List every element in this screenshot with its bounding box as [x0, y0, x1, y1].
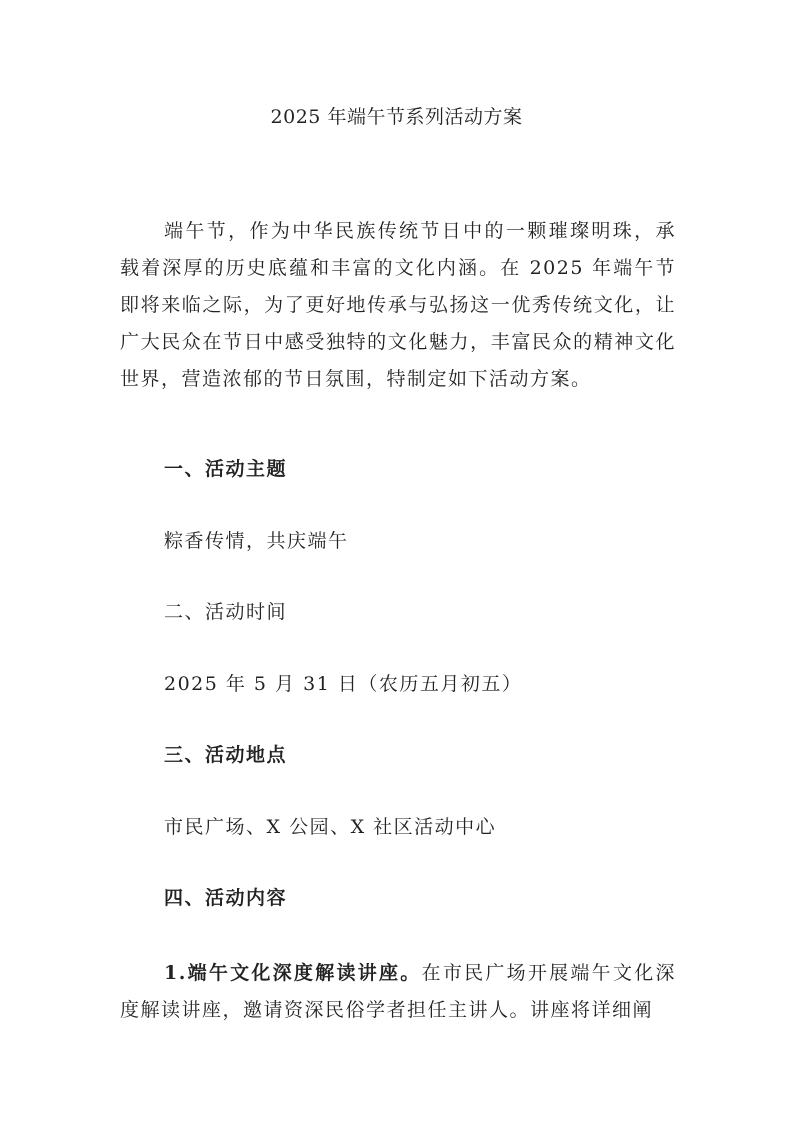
- section-content-location: 市民广场、X 公园、X 社区活动中心: [164, 816, 497, 838]
- document-title: 2025 年端午节系列活动方案: [270, 106, 523, 128]
- section-heading-time: 二、活动时间: [164, 601, 288, 623]
- section-heading-theme: 一、活动主题: [164, 458, 288, 480]
- section-heading-location: 三、活动地点: [164, 744, 288, 766]
- intro-paragraph: 端午节，作为中华民族传统节日中的一颗璀璨明珠，承载着深厚的历史底蕴和丰富的文化内涵。在 2025 年端午节即将来临之际，为了更好地传承与弘扬这一优秀传统文化，让广大民众在节日中感受独特的文化魅力，丰富民众的精神文化世界，营造浓郁的节日氛围，特制定如下活动方案。: [120, 220, 676, 390]
- activity-item-1-text: 在市民广场开展端午文化深度解读讲座，邀请资深民俗学者担任主讲人。讲座将详细阐: [120, 962, 676, 1021]
- activity-item-1: [120, 955, 676, 1029]
- activity-item-1-lead: 1.端午文化深度解读讲座。: [164, 962, 422, 984]
- section-heading-content: 四、活动内容: [164, 887, 288, 909]
- section-content-time: 2025 年 5 月 31 日（农历五月初五）: [164, 673, 523, 695]
- section-content-theme: 粽香传情，共庆端午: [164, 530, 349, 552]
